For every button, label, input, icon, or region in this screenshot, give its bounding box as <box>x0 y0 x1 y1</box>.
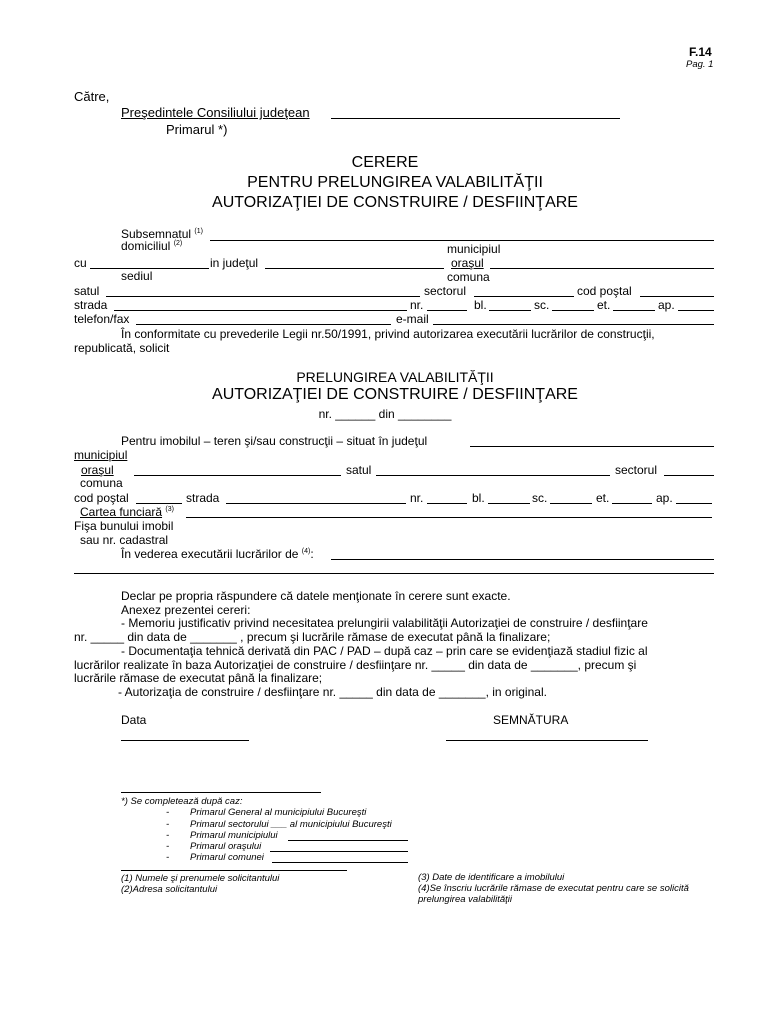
label-cu: cu <box>74 256 87 270</box>
field-sc[interactable] <box>552 310 594 311</box>
label-nr: nr. <box>410 298 424 312</box>
field-bl[interactable] <box>489 310 531 311</box>
property-strada: strada <box>186 491 220 505</box>
subtitle-autorizatiei: AUTORIZAŢIEI DE CONSTRUIRE / DESFIINŢARE <box>212 386 578 403</box>
footnote-star: *) Se completează după caz: <box>121 796 243 807</box>
field-footnote-comuna[interactable] <box>272 862 408 863</box>
property-sectorul: sectorul <box>615 463 658 477</box>
field-judet[interactable] <box>265 268 444 269</box>
property-et: et. <box>596 491 610 505</box>
page-number: Pag. 1 <box>686 59 714 70</box>
label-telefon: telefon/fax <box>74 312 130 326</box>
field-property-localitate[interactable] <box>134 475 341 476</box>
footnote-dash: - <box>166 841 170 852</box>
label-ap: ap. <box>658 298 675 312</box>
field-localitate[interactable] <box>490 268 714 269</box>
subtitle-prelungirea: PRELUNGIREA VALABILITĂŢII <box>296 369 494 385</box>
field-sectorul[interactable] <box>474 296 574 297</box>
footnote-dash: - <box>166 819 170 830</box>
annex-item-2-cont: lucrărilor realizate în baza Autorizaţiei de construire / desfiinţare nr. _____ din data de _______, precum şi <box>74 658 637 672</box>
field-property-cod[interactable] <box>136 503 182 504</box>
property-ap: ap. <box>656 491 673 505</box>
footnote-2: (2)Adresa solicitantului <box>121 884 218 895</box>
label-semnatura: SEMNĂTURA <box>493 713 569 727</box>
property-municipiul: municipiul <box>74 448 128 462</box>
field-footnote-municipiu[interactable] <box>288 840 408 841</box>
annex-item-1-cont: nr. _____ din data de _______ , precum şi lucrările rămase de executat până la finalizare; <box>74 630 551 644</box>
footnote-item: Primarul General al municipiului Bucureşti <box>190 807 367 818</box>
footnote-separator-2 <box>121 870 347 871</box>
addressee-to: Către, <box>74 89 110 104</box>
field-property-satul[interactable] <box>376 475 610 476</box>
annex-item-3: - Autorizaţia de construire / desfiinţare nr. _____ din data de _______, in original. <box>118 685 547 699</box>
footnote-item: Primarul sectorului ___ al municipiului Bucureşti <box>190 819 392 830</box>
field-ap[interactable] <box>678 310 714 311</box>
label-et: et. <box>597 298 611 312</box>
label-comuna: comuna <box>447 270 490 284</box>
label-sectorul: sectorul <box>424 284 467 298</box>
field-satul[interactable] <box>106 296 420 297</box>
footnote-separator <box>121 792 321 793</box>
label-domiciliul: domiciliul $^{(2)}$ <box>121 239 183 253</box>
field-cod-postal[interactable] <box>640 296 714 297</box>
property-cod-postal: cod poştal <box>74 491 129 505</box>
field-telefon[interactable] <box>136 324 391 325</box>
property-comuna: comuna <box>80 476 123 490</box>
property-satul: satul <box>346 463 372 477</box>
field-property-nr[interactable] <box>427 503 467 504</box>
label-sc: sc. <box>534 298 550 312</box>
property-nr-cadastral: sau nr. cadastral <box>80 533 169 547</box>
title-line3: AUTORIZAŢIEI DE CONSTRUIRE / DESFIINŢARE <box>212 194 578 211</box>
addressee-line[interactable] <box>331 118 620 119</box>
field-property-judet[interactable] <box>470 446 714 447</box>
field-property-bl[interactable] <box>488 503 530 504</box>
property-bl: bl. <box>472 491 485 505</box>
conformitate-text: În conformitate cu prevederile Legii nr.50/1991, privind autorizarea executării lucrărilor de construcţii, <box>121 327 655 341</box>
label-strada: strada <box>74 298 108 312</box>
title-cerere: CERERE <box>351 154 419 171</box>
annex-item-1: - Memoriu justificativ privind necesitatea prelungirii valabilităţii Autorizaţiei de construire / desfiinţare <box>121 616 648 630</box>
property-nr: nr. <box>410 491 424 505</box>
field-property-sectorul[interactable] <box>664 475 714 476</box>
label-satul: satul <box>74 284 100 298</box>
annex-item-2-cont2: lucrările rămase de executat până la finalizare; <box>74 671 323 685</box>
form-code: F.14 <box>689 45 712 59</box>
footnote-4: (4)Se înscriu lucrările rămase de executat pentru care se solicită <box>418 883 689 894</box>
label-subsemnatul: Subsemnatul $^{(1)}$ <box>121 227 203 241</box>
label-data: Data <box>121 713 147 727</box>
conformitate-text-2: republicată, solicit <box>74 341 170 355</box>
label-orasul: oraşul <box>451 256 484 270</box>
footnote-item: Primarul oraşului <box>190 841 262 852</box>
title-line2: PENTRU PRELUNGIREA VALABILITĂŢII <box>247 174 543 191</box>
property-cartea: Cartea funciară $^{(3)}$ <box>80 505 174 519</box>
label-municipiul: municipiul <box>447 242 501 256</box>
field-strada[interactable] <box>114 310 407 311</box>
field-cartea-funciara[interactable] <box>186 517 712 518</box>
field-lucrari-2[interactable] <box>74 573 714 574</box>
addressee-mayor: Primarul *) <box>166 122 228 137</box>
footnote-4-cont: prelungirea valabilităţii <box>418 894 512 905</box>
footnote-3: (3) Date de identificare a imobilului <box>418 872 565 883</box>
addressee-president: Preşedintele Consiliului judeţean <box>121 105 310 120</box>
property-intro: Pentru imobilul – teren şi/sau construcţii – situat în judeţul <box>121 434 428 448</box>
label-email: e-mail <box>396 312 429 326</box>
label-in-judetul: in judeţul <box>210 256 259 270</box>
field-lucrari[interactable] <box>331 559 714 560</box>
footnote-1: (1) Numele şi prenumele solicitantului <box>121 873 280 884</box>
subtitle-nr-din: nr. ______ din ________ <box>318 407 452 421</box>
field-property-strada[interactable] <box>226 503 406 504</box>
property-fisa: Fişa bunului imobil <box>74 519 174 533</box>
property-sc: sc. <box>532 491 548 505</box>
field-property-et[interactable] <box>612 503 652 504</box>
field-footnote-oras[interactable] <box>270 851 408 852</box>
declaration-text: Declar pe propria răspundere că datele menţionate în cerere sunt exacte. <box>121 589 511 603</box>
footnote-dash: - <box>166 807 170 818</box>
footnote-dash: - <box>166 852 170 863</box>
field-property-sc[interactable] <box>550 503 592 504</box>
label-sediul: sediul <box>121 269 153 283</box>
label-bl: bl. <box>474 298 487 312</box>
field-et[interactable] <box>613 310 655 311</box>
field-semnatura[interactable] <box>446 740 648 741</box>
field-name[interactable] <box>210 240 714 241</box>
footnote-dash: - <box>166 830 170 841</box>
label-cod-postal: cod poştal <box>577 284 632 298</box>
declaration-annex: Anexez prezentei cereri: <box>121 603 251 617</box>
property-lucrari: În vederea executării lucrărilor de $^{(4)}$: <box>121 547 314 561</box>
footnote-item: Primarul municipiului <box>190 830 278 841</box>
field-property-ap[interactable] <box>676 503 712 504</box>
field-email[interactable] <box>433 324 714 325</box>
field-data[interactable] <box>121 740 249 741</box>
field-nr[interactable] <box>427 310 467 311</box>
footnote-item: Primarul comunei <box>190 852 264 863</box>
annex-item-2: - Documentaţia tehnică derivată din PAC / PAD – după caz – prin care se evidenţiază stadiul fizic al <box>121 644 648 658</box>
property-orasul: oraşul <box>81 463 114 477</box>
